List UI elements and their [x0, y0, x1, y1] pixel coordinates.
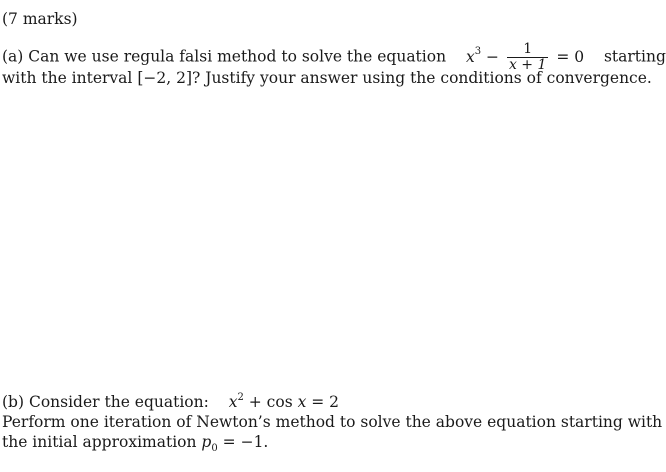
fraction-denominator: x + 1: [508, 57, 547, 73]
part-b-eq-power: 2: [237, 391, 244, 403]
part-b-eq-var: x: [297, 393, 307, 411]
part-a-eq-power: 3: [474, 46, 482, 58]
part-a-question-text: Can we use regula falsi method to solve the equation: [28, 47, 447, 66]
part-a-label: (a): [2, 47, 24, 66]
part-b-eq-x: x: [228, 393, 238, 411]
part-b-initial-value: [201, 433, 269, 455]
part-a-interval-text: with the interval: [2, 69, 133, 87]
part-b-p-rhs: = −1.: [217, 433, 269, 451]
part-b-equation: [229, 393, 339, 411]
part-b-p-sub: 0: [211, 443, 218, 455]
part-a-equation: [465, 41, 589, 73]
part-a-eq-x: x: [465, 47, 475, 66]
fraction-numerator: 1: [523, 41, 533, 57]
part-b-approx-text: the initial approximation: [2, 433, 197, 451]
part-b-line-2: Perform one iteration of Newton’s method to solve the above equation starting with: [2, 413, 663, 431]
part-a-justify-text: ? Justify your answer using the conditions of convergence.: [192, 69, 652, 87]
part-b-line-3: [2, 433, 269, 455]
marks-label: (7 marks): [2, 10, 78, 28]
part-a-starting-text: starting: [603, 47, 666, 66]
part-a-eq-minus: −: [486, 47, 499, 66]
part-b-line-1: [2, 393, 339, 411]
part-b-text: Consider the equation:: [28, 393, 209, 411]
part-a-interval: [−2, 2]: [137, 69, 192, 87]
part-b-eq-cos: + cos: [243, 393, 298, 411]
part-b-p: p: [201, 433, 212, 451]
part-b-label: (b): [2, 393, 25, 411]
part-a-eq-equals: = 0: [556, 47, 585, 66]
part-b-eq-rhs: = 2: [306, 393, 340, 411]
part-a-line-2: [2, 69, 652, 87]
